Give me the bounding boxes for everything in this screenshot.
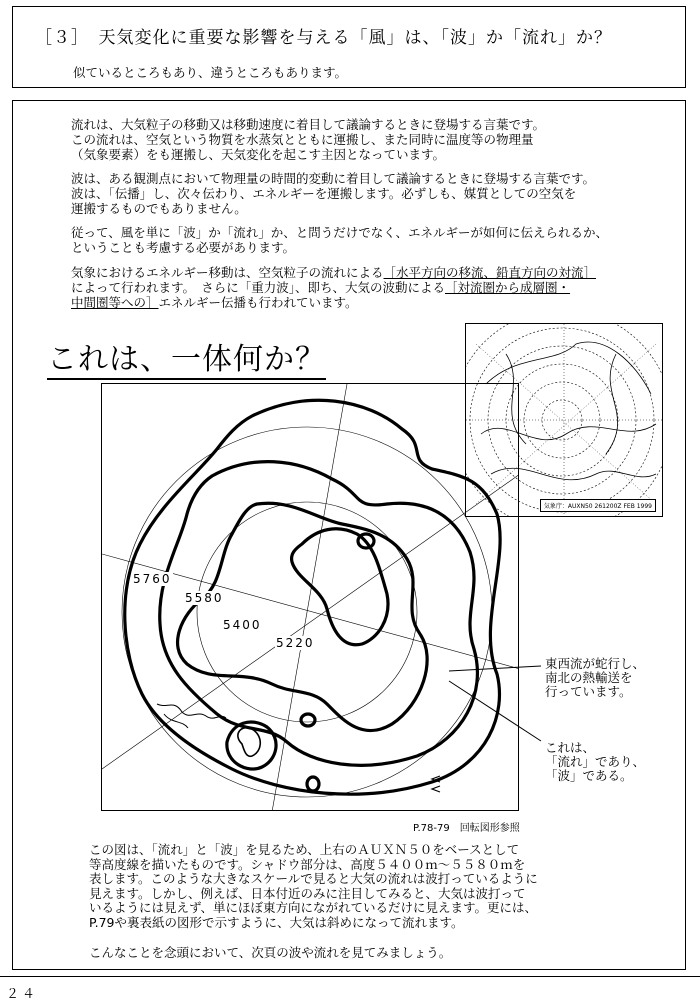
text-line: 従って、風を単に「波」か「流れ」か、と問うだけでなく、エネルギーが如何に伝えられるか、	[71, 225, 609, 240]
section-title: ［３］ 天気変化に重要な影響を与える「風」は、「波」か「流れ」か？	[35, 28, 612, 48]
main-content-box	[12, 100, 686, 970]
annotation-line: 「流れ」であり、	[545, 754, 646, 769]
text-line: この図は、「流れ」と「波」を見るため、上右のＡＵＸＮ５０をベースとして	[89, 842, 520, 857]
underlined-text: 中間圏等への］	[71, 295, 159, 310]
text-line: いるようには見えず、単にほぼ東方向にながれているだけに見えます。更には、	[89, 900, 538, 915]
text-segment: によって行われます。 さらに「重力波」、即ち、大気の波動による	[71, 280, 446, 295]
header-box	[12, 6, 686, 88]
text-line: 波は、ある観測点において物理量の時間的変動に着目して議論するときに登場する言葉です。	[71, 171, 596, 186]
contour-label: 5760	[133, 572, 172, 586]
big-question-title: これは、一体何か？	[47, 343, 326, 380]
annotation-line: これは、	[545, 740, 596, 755]
text-line: （気象要素）をも運搬し、天気変化を起こす主因となっています。	[71, 147, 446, 162]
text-line: P.79や裏表紙の図形で示すように、大気は斜めになって流れます。	[89, 914, 464, 930]
text-line: 見えます。しかし、例えば、日本付近のみに注目してみると、大気は波打って	[89, 885, 526, 901]
figure-reference: P.78-79 回転図形参照	[413, 823, 520, 834]
text-line: ということも考慮する必要があります。	[71, 240, 296, 255]
paragraph-wave	[71, 171, 671, 216]
text-segment: エネルギー伝播も行われています。	[158, 295, 358, 310]
contour-label: 5580	[185, 591, 224, 605]
page-number: ２４	[6, 987, 39, 1002]
annotation-line: 「波」である。	[545, 768, 633, 783]
section-subtitle: 似ているところもあり、違うところもあります。	[73, 65, 348, 80]
paragraph-energy-transfer	[71, 265, 671, 310]
annotation-line: 南北の熱輸送を	[545, 670, 633, 685]
paragraph-energy	[71, 225, 671, 255]
paragraph-flow	[71, 117, 671, 162]
text-line: この流れは、空気という物質を水蒸気とともに運搬し、また同時に温度等の物理量	[71, 132, 534, 147]
text-segment: 気象におけるエネルギー移動は、空気粒子の流れによる	[71, 265, 384, 280]
underlined-text: ［対流圏から成層圏・	[445, 280, 571, 295]
text-line: 波は、「伝播」し、次々伝わり、エネルギーを運搬します。必ずしも、媒質としての空気を	[71, 186, 577, 201]
annotation-meander	[545, 657, 645, 699]
weather-chart-caption: 気象庁：AUXN50 261200Z FEB 1999	[540, 499, 656, 512]
annotation-line: 行っています。	[545, 684, 632, 699]
text-line: 等高度線を描いたものです。シャドウ部分は、高度５４００ｍ～５５８０ｍを	[89, 856, 526, 872]
text-line: 流れは、大気粒子の移動又は移動速度に着目して議論するときに登場する言葉です。	[71, 117, 546, 132]
contour-map-drawing	[102, 384, 519, 811]
text-line: 運搬するものでもありません。	[71, 201, 247, 216]
footer-rule	[0, 976, 700, 977]
contour-map	[101, 383, 519, 811]
figure-explanation	[89, 843, 679, 930]
contour-label: 5400	[223, 618, 262, 632]
text-line: 表します。このような大きなスケールで見ると大気の流れは波打っているように	[89, 871, 538, 886]
contour-label: 5220	[276, 636, 315, 650]
annotation-line: 東西流が蛇行し、	[545, 656, 646, 671]
underlined-text: ［水平方向の移流、鉛直方向の対流］	[383, 265, 597, 280]
annotation-flow-wave	[545, 741, 645, 783]
closing-sentence: こんなことを念頭において、次頁の波や流れを見てみましょう。	[89, 945, 452, 960]
